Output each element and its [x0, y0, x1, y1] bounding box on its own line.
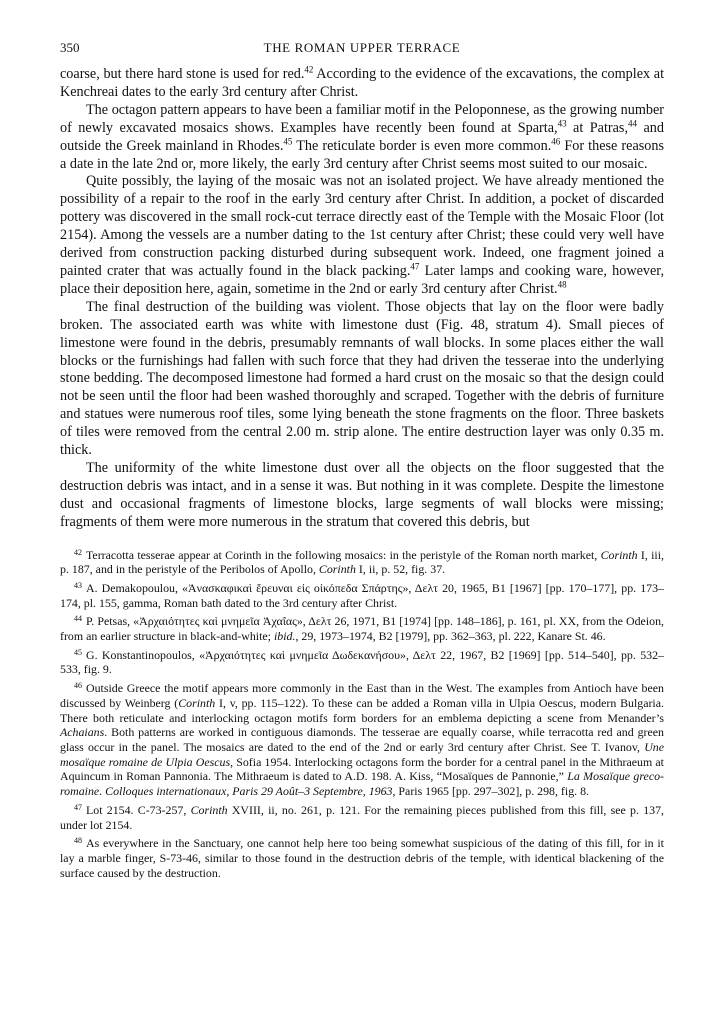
body-text [60, 66, 664, 532]
running-title: THE ROMAN UPPER TERRACE [263, 40, 461, 55]
footnote-ref: 43 [557, 117, 567, 128]
footnote-number: 47 [74, 802, 82, 812]
paragraph: coarse, but there hard stone is used for red.$^{42}$ According to the evidence of the excavations, the complex at Kenchreai dates to the early 3rd century after Christ. [60, 64, 665, 100]
footnote-ref: 48 [557, 279, 567, 290]
footnote: $^{43}$ A. Demakopoulou, «Ἀνασκαφικαὶ ἔρευναι εἰς οἰκόπεδα Σπάρτης», Δελτ 20, 1965, B1 [1967] [pp. 170–177], pp. 173–174, pl. 155, gamma, Roman bath dated to the 3rd century after Christ. [60, 580, 664, 610]
footnote: $^{42}$ Terracotta tesserae appear at Corinth in the following mosaics: in the peristyle of the Roman north market, Corinth I, iii, p. 187, and in the peristyle of the Peribolos of Apollo, Corinth I, ii, p. 52, fig. 37. [60, 547, 664, 577]
footnote-number: 43 [74, 580, 82, 590]
footnote-ref: 44 [628, 117, 638, 128]
document-page [60, 40, 664, 882]
footnote-ref: 45 [283, 135, 293, 146]
paragraph: Quite possibly, the laying of the mosaic was not an isolated project. We have already mentioned the possibility of a repair to the roof in the early 3rd century after Christ. In addition, a pocket of discarded pottery was discovered in the small rock-cut terrace directly east of the Temple with the Mosaic Floor (lot 2154). Among the vessels are a number dating to the 1st century after Christ; these could very well have derived from construction packing disturbed during subsequent work. Indeed, one fragment joined a painted crater that was actually found in the black packing.$^{47}$ Later lamps and cooking ware, however, place their deposition here, again, sometime in the 2nd or early 3rd century after Christ.$^{48}$ [60, 173, 664, 297]
footnote: $^{44}$ P. Petsas, «Ἀρχαιότητες καὶ μνημεῖα Ἀχαΐας», Δελτ 26, 1971, B1 [1974] [pp. 148–186], p. 161, pl. XX, from the Odeion, from an earlier structure in black-and-white; ibid., 29, 1973–1974, B2 [1979], pp. 362–363, pl. 222, Kanare St. 46. [60, 614, 664, 644]
footnote: $^{45}$ G. Konstantinopoulos, «Ἀρχαιότητες καὶ μνημεῖα Δωδεκανήσου», Δελτ 22, 1967, B2 [1969] [pp. 514–540], pp. 532–533, fig. 9. [60, 647, 664, 677]
footnote-number: 46 [74, 681, 82, 691]
footnote-number: 44 [74, 614, 82, 624]
footnote-number: 45 [74, 647, 82, 657]
footnote: $^{48}$ As everywhere in the Sanctuary, one cannot help here too being somewhat suspicious of the dating of this fill, for in it lay a marble finger, S-73-46, similar to those found in the destruction debris of the temple, with identical blackening of the surface caused by the destruction. [60, 836, 664, 880]
footnote-ref: 47 [410, 261, 420, 272]
footnote: $^{47}$ Lot 2154. C-73-257, Corinth XVIII, ii, no. 261, p. 121. For the remaining pieces published from this fill, see p. 137, under lot 2154. [60, 802, 664, 832]
footnote-number: 42 [74, 547, 82, 557]
page-header [60, 40, 664, 66]
paragraph: The octagon pattern appears to have been a familiar motif in the Peloponnese, as the growing number of newly excavated mosaics shows. Examples have recently been found at Sparta,$^{43}$ at Patras,$^{44}$ and outside the Greek mainland in Rhodes.$^{45}$ The reticulate border is even more common.$^{46}$ For these reasons a date in the late 2nd or, more likely, the early 3rd century after Christ seems most suited to our mosaic. [60, 101, 664, 172]
paragraph: The final destruction of the building was violent. Those objects that lay on the floor were badly broken. The associated earth was white with limestone dust (Fig. 48, stratum 4). Small pieces of limestone were found in the debris, presumably remnants of wall blocks. In some places either the wall blocks or the furnishings had fallen with such force that they had driven the tesserae into the underlying stone bedding. The decomposed limestone had formed a hard crust on the mosaic so that the design could not be seen until the floor had been washed thoroughly and scraped. Together with the debris of furniture and statues were numerous roof tiles, some lying beneath the stone fragments on the floor. Three baskets of tiles were removed from the central 2.00 m. strip alone. The entire destruction layer was only 0.35 m. thick. [60, 298, 664, 459]
paragraph: The uniformity of the white limestone dust over all the objects on the floor suggested that the destruction debris was intact, and in a sense it was. But nothing in it was complete. Despite the limestone dust and occasional fragments of limestone blocks, large segments of wall blocks were missing; fragments of them were more numerous in the stratum that covered this debris, but [60, 459, 664, 530]
footnote-number: 48 [74, 836, 82, 846]
footnote: $^{46}$ Outside Greece the motif appears more commonly in the East than in the West. The examples from Antioch have been discussed by Weinberg (Corinth I, v, pp. 115–122). To these can be added a Roman villa in Ulpia Oescus, modern Bulgaria. There both reticulate and interlocking octagon motifs form borders for an emblema depicting a scene from Menander’s Achaians. Both patterns are worked in contiguous diamonds. The tesserae are equally coarse, while terracotta red and green glass occur in the panel. The mosaics are dated to the end of the 2nd or early 3rd century after Christ. See T. Ivanov, Une mosaïque romaine de Ulpia Oescus, Sofia 1954. Interlocking octagons form the border for a central panel in the Mithraeum at Aquincum in Roman Pannonia. The Mithraeum is dated to A.D. 198. A. Kiss, “Mosaïques de Pannonie,” La Mosaïque greco-romaine. Colloques internationaux, Paris 29 Août–3 Septembre, 1963, Paris 1965 [pp. 297–302], p. 298, fig. 8. [60, 681, 665, 799]
footnotes [60, 546, 664, 881]
footnote-ref: 42 [304, 64, 314, 75]
footnote-ref: 46 [551, 135, 561, 146]
page-number: 350 [60, 40, 80, 55]
